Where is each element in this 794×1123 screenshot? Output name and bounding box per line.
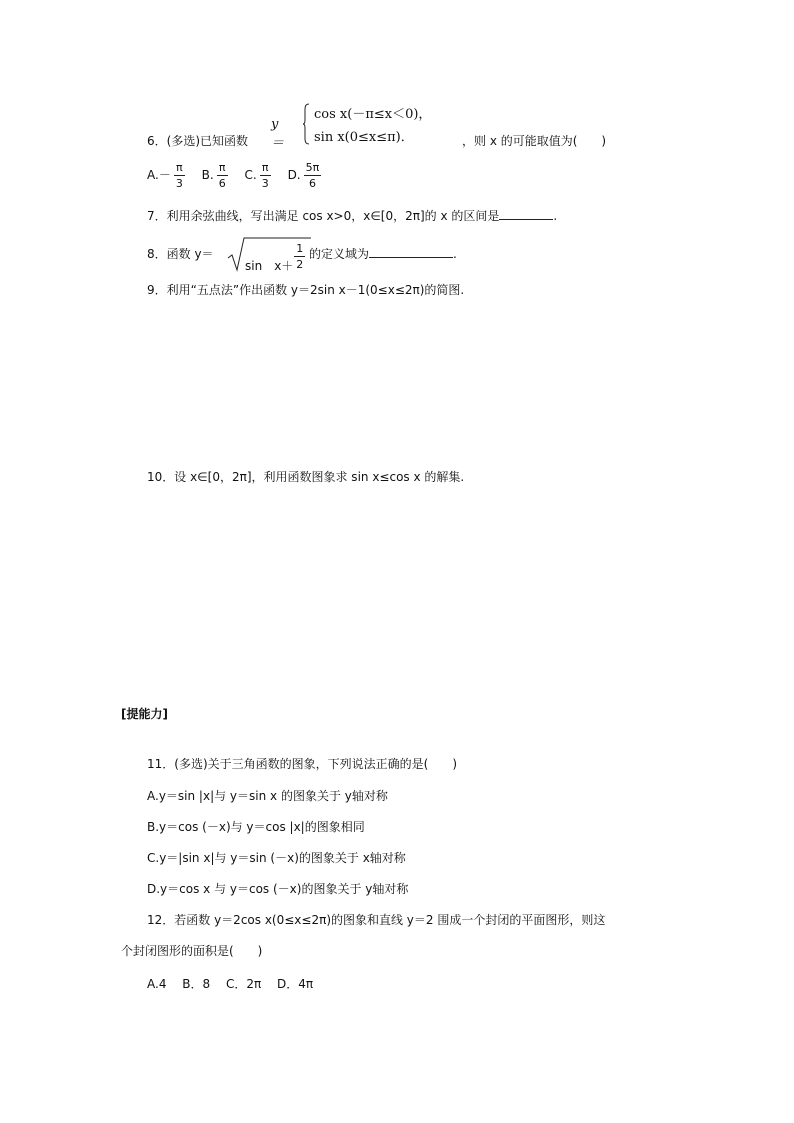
q8-radicand	[245, 242, 305, 271]
q8-prefix: 8．函数 y＝	[147, 247, 214, 261]
q8-suffix-line	[309, 246, 457, 262]
q8-suffix: 的定义域为	[309, 247, 370, 261]
q12-options: A.4 B．8 C．2π D．4π	[147, 977, 314, 991]
q11-option-c: C.y＝|sin x|与 y＝sin (－x)的图象关于 x轴对称	[147, 851, 406, 865]
q6-y-equals: y＝	[271, 117, 285, 151]
q6-option-c	[244, 161, 278, 190]
q11-option-d: D.y＝cos x 与 y＝cos (－x)的图象关于 y轴对称	[147, 882, 409, 896]
q6-prefix: 6．(多选)已知函数	[147, 134, 248, 148]
fraction-numerator: π	[261, 161, 269, 174]
q12-line2: 个封闭图形的面积是( )	[121, 944, 263, 958]
left-brace-icon	[303, 103, 310, 145]
section-heading: [提能力]	[121, 707, 168, 721]
q9-question: 9．利用“五点法”作出函数 y＝2sin x－1(0≤x≤2π)的简图.	[147, 283, 465, 297]
q11-option-b: B.y＝cos (－x)与 y＝cos |x|的图象相同	[147, 820, 365, 834]
q8-answer-blank[interactable]	[369, 246, 453, 258]
fraction-denominator: 2	[296, 258, 304, 271]
fraction-numerator: 5π	[305, 161, 320, 174]
q8-sqrt-expression	[227, 236, 312, 274]
q7-text: 7．利用余弦曲线，写出满足 cos x>0，x∈[0，2π]的 x 的区间是	[147, 209, 500, 223]
q6-option-b	[201, 161, 235, 190]
fraction	[260, 161, 271, 190]
fraction	[294, 242, 305, 271]
fraction-numerator: 1	[296, 242, 304, 255]
option-letter: A.	[147, 168, 159, 182]
option-letter: D.	[287, 168, 301, 182]
q12-line1: 12．若函数 y＝2cos x(0≤x≤2π)的图象和直线 y＝2 围成一个封闭的平面图形，则这	[147, 913, 606, 927]
q6-options	[147, 161, 324, 190]
q6-case-sin: sin x(0≤x≤π)．	[314, 130, 414, 145]
q11-option-a: A.y＝sin |x|与 y＝sin x 的图象关于 y轴对称	[147, 789, 388, 803]
q6-suffix: ，则 x 的可能取值为( )	[462, 134, 607, 148]
q6-option-a	[147, 161, 192, 190]
q7-question	[147, 208, 557, 224]
fraction	[217, 161, 228, 190]
option-letter: B.	[201, 168, 214, 182]
q8-end: .	[453, 247, 457, 261]
fraction	[174, 161, 185, 190]
q7-answer-blank[interactable]	[499, 208, 553, 220]
option-letter: C.	[244, 168, 257, 182]
fraction-denominator: 3	[175, 177, 183, 190]
fraction	[304, 161, 322, 190]
fraction-denominator: 6	[218, 177, 226, 190]
option-sign: －	[158, 168, 171, 182]
fraction-numerator: π	[218, 161, 226, 174]
q11-stem: 11．(多选)关于三角函数的图象，下列说法正确的是( )	[147, 757, 457, 771]
fraction-denominator: 3	[261, 177, 269, 190]
q7-end: .	[553, 209, 558, 223]
q6-case-cos: cos x(－π≤x＜0)，	[314, 107, 432, 122]
fraction-denominator: 6	[304, 175, 322, 190]
q10-question: 10．设 x∈[0，2π]，利用函数图象求 sin x≤cos x 的解集.	[147, 470, 465, 484]
radicand-text: sin x＋	[245, 259, 294, 273]
fraction-numerator: π	[176, 161, 183, 174]
